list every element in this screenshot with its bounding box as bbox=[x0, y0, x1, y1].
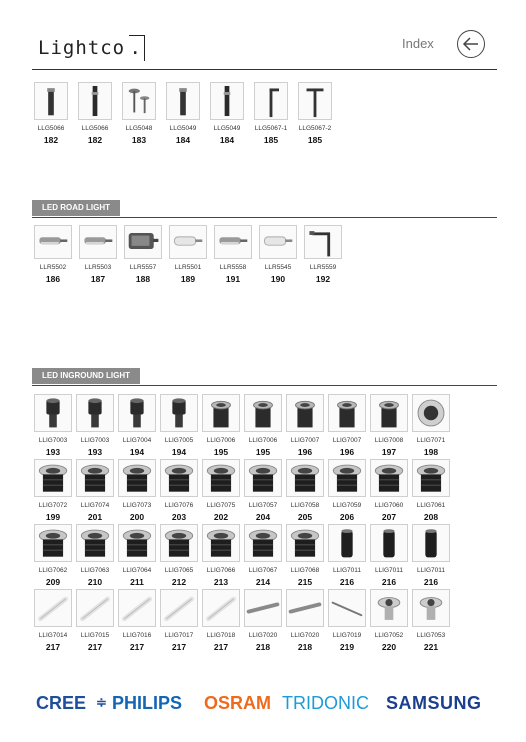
product-code: LLR5557 bbox=[129, 264, 157, 271]
product-thumbnail[interactable] bbox=[78, 82, 112, 120]
product-item[interactable] bbox=[78, 82, 112, 150]
product-page-number[interactable]: 184 bbox=[175, 135, 191, 145]
product-thumbnail[interactable] bbox=[202, 589, 240, 627]
product-page-number[interactable]: 209 bbox=[45, 577, 61, 587]
product-item[interactable] bbox=[202, 524, 240, 592]
product-image bbox=[35, 460, 71, 496]
product-image bbox=[119, 590, 155, 626]
product-thumbnail[interactable] bbox=[370, 524, 408, 562]
product-code: LLIG7016 bbox=[122, 632, 152, 639]
product-code: LLG5049 bbox=[169, 125, 197, 132]
product-item[interactable] bbox=[160, 394, 198, 462]
product-item[interactable] bbox=[244, 459, 282, 527]
product-thumbnail[interactable] bbox=[34, 524, 72, 562]
product-page-number[interactable]: 215 bbox=[297, 577, 313, 587]
product-page-number[interactable]: 206 bbox=[339, 512, 355, 522]
product-code: LLIG7006 bbox=[206, 437, 236, 444]
product-page-number[interactable]: 182 bbox=[87, 135, 103, 145]
product-item[interactable] bbox=[122, 82, 156, 150]
product-code: LLIG7071 bbox=[416, 437, 446, 444]
product-page-number[interactable]: 200 bbox=[129, 512, 145, 522]
product-item[interactable] bbox=[34, 82, 68, 150]
product-code: LLR5501 bbox=[174, 264, 202, 271]
product-image bbox=[413, 395, 449, 431]
product-image bbox=[119, 460, 155, 496]
product-page-number[interactable]: 217 bbox=[45, 642, 61, 652]
product-thumbnail[interactable] bbox=[328, 524, 366, 562]
product-thumbnail[interactable] bbox=[79, 225, 117, 259]
product-code: LLIG7066 bbox=[206, 567, 236, 574]
product-thumbnail[interactable] bbox=[160, 394, 198, 432]
product-code: LLIG7061 bbox=[416, 502, 446, 509]
product-image bbox=[413, 525, 449, 561]
product-code: LLIG7007 bbox=[290, 437, 320, 444]
product-image bbox=[260, 226, 296, 258]
product-page-number[interactable]: 219 bbox=[339, 642, 355, 652]
product-page-number[interactable]: 216 bbox=[423, 577, 439, 587]
product-code: LLIG7052 bbox=[374, 632, 404, 639]
product-page-number[interactable]: 191 bbox=[225, 274, 241, 284]
product-thumbnail[interactable] bbox=[160, 524, 198, 562]
logo-dot: . bbox=[129, 37, 141, 59]
product-thumbnail[interactable] bbox=[34, 589, 72, 627]
product-thumbnail[interactable] bbox=[286, 524, 324, 562]
product-image bbox=[119, 525, 155, 561]
product-item[interactable] bbox=[244, 589, 282, 657]
product-thumbnail[interactable] bbox=[244, 459, 282, 497]
product-item[interactable] bbox=[118, 524, 156, 592]
product-item[interactable] bbox=[370, 394, 408, 462]
product-thumbnail[interactable] bbox=[412, 459, 450, 497]
product-item[interactable] bbox=[166, 82, 200, 150]
product-code: LLIG7004 bbox=[122, 437, 152, 444]
product-thumbnail[interactable] bbox=[202, 394, 240, 432]
product-item[interactable] bbox=[160, 589, 198, 657]
product-thumbnail[interactable] bbox=[76, 394, 114, 432]
product-page-number[interactable]: 196 bbox=[339, 447, 355, 457]
product-image bbox=[329, 460, 365, 496]
product-image bbox=[167, 83, 199, 119]
product-item[interactable] bbox=[76, 524, 114, 592]
product-image bbox=[161, 590, 197, 626]
product-image bbox=[161, 525, 197, 561]
product-code: LLR5558 bbox=[219, 264, 247, 271]
product-page-number[interactable]: 211 bbox=[130, 577, 144, 587]
product-thumbnail[interactable] bbox=[202, 524, 240, 562]
brand-logo bbox=[38, 33, 141, 63]
header-divider bbox=[32, 69, 497, 70]
product-thumbnail[interactable] bbox=[118, 459, 156, 497]
product-page-number[interactable]: 185 bbox=[307, 135, 323, 145]
product-image bbox=[371, 395, 407, 431]
product-code: LLR5503 bbox=[84, 264, 112, 271]
product-thumbnail[interactable] bbox=[370, 459, 408, 497]
product-item[interactable] bbox=[214, 225, 252, 289]
product-page-number[interactable]: 194 bbox=[129, 447, 145, 457]
product-item[interactable] bbox=[244, 394, 282, 462]
product-page-number[interactable]: 201 bbox=[87, 512, 103, 522]
product-item[interactable] bbox=[328, 459, 366, 527]
product-thumbnail[interactable] bbox=[76, 524, 114, 562]
product-page-number[interactable]: 210 bbox=[87, 577, 103, 587]
product-thumbnail[interactable] bbox=[298, 82, 332, 120]
product-page-number[interactable]: 204 bbox=[255, 512, 271, 522]
product-code: LLIG7076 bbox=[164, 502, 194, 509]
product-image bbox=[255, 83, 287, 119]
product-thumbnail[interactable] bbox=[76, 589, 114, 627]
product-code: LLIG7007 bbox=[332, 437, 362, 444]
product-item[interactable] bbox=[202, 459, 240, 527]
product-page-number[interactable]: 195 bbox=[255, 447, 271, 457]
product-item[interactable] bbox=[34, 524, 72, 592]
product-code: LLIG7008 bbox=[374, 437, 404, 444]
product-code: LLIG7020 bbox=[290, 632, 320, 639]
product-page-number[interactable]: 212 bbox=[171, 577, 187, 587]
section-divider-road bbox=[32, 217, 497, 218]
product-item[interactable] bbox=[34, 394, 72, 462]
product-page-number[interactable]: 216 bbox=[339, 577, 355, 587]
product-item[interactable] bbox=[328, 524, 366, 592]
product-page-number[interactable]: 216 bbox=[381, 577, 397, 587]
product-thumbnail[interactable] bbox=[244, 394, 282, 432]
product-code: LLIG7011 bbox=[416, 567, 446, 574]
product-image bbox=[125, 226, 161, 258]
product-code: LLIG7072 bbox=[38, 502, 68, 509]
product-image bbox=[287, 460, 323, 496]
product-image bbox=[35, 395, 71, 431]
product-image bbox=[245, 525, 281, 561]
product-image bbox=[329, 590, 365, 626]
product-code: LLIG7068 bbox=[290, 567, 320, 574]
product-code: LLIG7064 bbox=[122, 567, 152, 574]
product-code: LLIG7011 bbox=[332, 567, 362, 574]
product-page-number[interactable]: 187 bbox=[90, 274, 106, 284]
product-page-number[interactable]: 189 bbox=[180, 274, 196, 284]
product-page-number[interactable]: 182 bbox=[43, 135, 59, 145]
product-image bbox=[203, 395, 239, 431]
product-image bbox=[287, 590, 323, 626]
product-page-number[interactable]: 193 bbox=[45, 447, 61, 457]
product-image bbox=[35, 590, 71, 626]
product-code: LLIG7020 bbox=[248, 632, 278, 639]
product-thumbnail[interactable] bbox=[160, 589, 198, 627]
product-image bbox=[119, 395, 155, 431]
product-image bbox=[245, 395, 281, 431]
index-label[interactable]: Index bbox=[402, 36, 434, 51]
brand-cree: CREE bbox=[36, 693, 87, 713]
product-thumbnail[interactable] bbox=[370, 394, 408, 432]
product-code: LLR5545 bbox=[264, 264, 292, 271]
cree-logo-mark: ≑ bbox=[96, 695, 107, 710]
brand-strip bbox=[36, 692, 494, 714]
product-item[interactable] bbox=[76, 589, 114, 657]
brand-osram: OSRAM bbox=[204, 693, 271, 713]
product-thumbnail[interactable] bbox=[244, 589, 282, 627]
product-thumbnail[interactable] bbox=[370, 589, 408, 627]
product-page-number[interactable]: 197 bbox=[381, 447, 397, 457]
product-thumbnail[interactable] bbox=[328, 394, 366, 432]
product-code: LLIG7006 bbox=[248, 437, 278, 444]
product-thumbnail[interactable] bbox=[76, 459, 114, 497]
product-thumbnail[interactable] bbox=[286, 459, 324, 497]
product-image bbox=[79, 83, 111, 119]
product-image bbox=[123, 83, 155, 119]
product-item[interactable] bbox=[169, 225, 207, 289]
product-page-number[interactable]: 188 bbox=[135, 274, 151, 284]
product-page-number[interactable]: 196 bbox=[297, 447, 313, 457]
product-thumbnail[interactable] bbox=[328, 589, 366, 627]
product-code: LLIG7065 bbox=[164, 567, 194, 574]
product-page-number[interactable]: 183 bbox=[131, 135, 147, 145]
product-page-number[interactable]: 207 bbox=[381, 512, 397, 522]
product-item[interactable] bbox=[304, 225, 342, 289]
product-page-number[interactable]: 217 bbox=[129, 642, 145, 652]
product-thumbnail[interactable] bbox=[286, 589, 324, 627]
arrow-left-icon bbox=[462, 35, 480, 53]
product-image bbox=[413, 590, 449, 626]
product-code: LLIG7063 bbox=[80, 567, 110, 574]
product-thumbnail[interactable] bbox=[124, 225, 162, 259]
product-item[interactable] bbox=[118, 459, 156, 527]
product-code: LLIG7062 bbox=[38, 567, 68, 574]
product-item[interactable] bbox=[34, 459, 72, 527]
product-page-number[interactable]: 214 bbox=[255, 577, 271, 587]
product-page-number[interactable]: 194 bbox=[171, 447, 187, 457]
product-image bbox=[77, 525, 113, 561]
product-code: LLIG7075 bbox=[206, 502, 236, 509]
product-code: LLG5066 bbox=[81, 125, 109, 132]
product-page-number[interactable]: 221 bbox=[423, 642, 439, 652]
product-thumbnail[interactable] bbox=[202, 459, 240, 497]
product-thumbnail[interactable] bbox=[160, 459, 198, 497]
product-image bbox=[77, 590, 113, 626]
product-page-number[interactable]: 208 bbox=[423, 512, 439, 522]
product-code: LLIG7060 bbox=[374, 502, 404, 509]
product-page-number[interactable]: 186 bbox=[45, 274, 61, 284]
product-page-number[interactable]: 213 bbox=[213, 577, 229, 587]
product-item[interactable] bbox=[79, 225, 117, 289]
product-thumbnail[interactable] bbox=[259, 225, 297, 259]
brand-philips: PHILIPS bbox=[112, 693, 183, 713]
product-item[interactable] bbox=[202, 589, 240, 657]
product-thumbnail[interactable] bbox=[122, 82, 156, 120]
product-page-number[interactable]: 184 bbox=[219, 135, 235, 145]
product-page-number[interactable]: 185 bbox=[263, 135, 279, 145]
product-image bbox=[161, 460, 197, 496]
product-image bbox=[305, 226, 341, 258]
product-item[interactable] bbox=[328, 589, 366, 657]
product-item[interactable] bbox=[328, 394, 366, 462]
product-code: LLG5048 bbox=[125, 125, 153, 132]
product-thumbnail[interactable] bbox=[118, 394, 156, 432]
product-code: LLIG7067 bbox=[248, 567, 278, 574]
product-code: LLIG7011 bbox=[374, 567, 404, 574]
product-image bbox=[329, 525, 365, 561]
product-page-number[interactable]: 195 bbox=[213, 447, 229, 457]
product-code: LLG5067-1 bbox=[254, 125, 288, 132]
product-code: LLIG7058 bbox=[290, 502, 320, 509]
product-page-number[interactable]: 192 bbox=[315, 274, 331, 284]
product-image bbox=[77, 395, 113, 431]
product-item[interactable] bbox=[118, 394, 156, 462]
product-code: LLR5502 bbox=[39, 264, 67, 271]
product-image bbox=[77, 460, 113, 496]
product-image bbox=[203, 590, 239, 626]
product-image bbox=[245, 460, 281, 496]
product-page-number[interactable]: 193 bbox=[87, 447, 103, 457]
product-thumbnail[interactable] bbox=[244, 524, 282, 562]
product-item[interactable] bbox=[34, 589, 72, 657]
product-item[interactable] bbox=[412, 459, 450, 527]
product-code: LLIG7073 bbox=[122, 502, 152, 509]
section-divider-inground bbox=[32, 385, 497, 386]
product-item[interactable] bbox=[370, 524, 408, 592]
product-code: LLIG7019 bbox=[332, 632, 362, 639]
product-code: LLR5559 bbox=[309, 264, 337, 271]
product-code: LLIG7074 bbox=[80, 502, 110, 509]
product-item[interactable] bbox=[118, 589, 156, 657]
product-item[interactable] bbox=[244, 524, 282, 592]
product-image bbox=[287, 525, 323, 561]
product-page-number[interactable]: 220 bbox=[381, 642, 397, 652]
product-thumbnail[interactable] bbox=[34, 82, 68, 120]
product-image bbox=[215, 226, 251, 258]
product-item[interactable] bbox=[286, 589, 324, 657]
section-tag-road: LED ROAD LIGHT bbox=[32, 200, 120, 216]
product-thumbnail[interactable] bbox=[304, 225, 342, 259]
product-item[interactable] bbox=[286, 524, 324, 592]
product-image bbox=[170, 226, 206, 258]
product-page-number[interactable]: 218 bbox=[297, 642, 313, 652]
product-image bbox=[287, 395, 323, 431]
product-item[interactable] bbox=[298, 82, 332, 150]
product-thumbnail[interactable] bbox=[166, 82, 200, 120]
product-item[interactable] bbox=[160, 524, 198, 592]
product-page-number[interactable]: 198 bbox=[423, 447, 439, 457]
product-item[interactable] bbox=[160, 459, 198, 527]
product-thumbnail[interactable] bbox=[412, 589, 450, 627]
product-thumbnail[interactable] bbox=[328, 459, 366, 497]
brand-tridonic: TRIDONIC bbox=[282, 693, 369, 713]
product-item[interactable] bbox=[76, 394, 114, 462]
product-item[interactable] bbox=[259, 225, 297, 289]
product-item[interactable] bbox=[124, 225, 162, 289]
product-item[interactable] bbox=[370, 589, 408, 657]
product-code: LLIG7053 bbox=[416, 632, 446, 639]
product-page-number[interactable]: 217 bbox=[171, 642, 187, 652]
product-page-number[interactable]: 203 bbox=[171, 512, 187, 522]
product-code: LLIG7014 bbox=[38, 632, 68, 639]
product-code: LLIG7017 bbox=[164, 632, 194, 639]
product-image bbox=[35, 525, 71, 561]
brand-samsung: SAMSUNG bbox=[386, 693, 482, 713]
product-code: LLIG7059 bbox=[332, 502, 362, 509]
product-code: LLIG7018 bbox=[206, 632, 236, 639]
product-thumbnail[interactable] bbox=[254, 82, 288, 120]
product-page-number[interactable]: 205 bbox=[297, 512, 313, 522]
product-item[interactable] bbox=[412, 394, 450, 462]
product-page-number[interactable]: 202 bbox=[213, 512, 229, 522]
product-code: LLG5067-2 bbox=[298, 125, 332, 132]
product-code: LLIG7003 bbox=[80, 437, 110, 444]
product-image bbox=[413, 460, 449, 496]
product-image bbox=[161, 395, 197, 431]
product-item[interactable] bbox=[210, 82, 244, 150]
product-code: LLIG7005 bbox=[164, 437, 194, 444]
product-image bbox=[299, 83, 331, 119]
product-thumbnail[interactable] bbox=[118, 524, 156, 562]
product-page-number[interactable]: 218 bbox=[255, 642, 271, 652]
product-item[interactable] bbox=[412, 589, 450, 657]
product-code: LLG5066 bbox=[37, 125, 65, 132]
section-tag-inground: LED INGROUND LIGHT bbox=[32, 368, 140, 384]
product-code: LLIG7057 bbox=[248, 502, 278, 509]
product-thumbnail[interactable] bbox=[412, 394, 450, 432]
product-page-number[interactable]: 217 bbox=[87, 642, 103, 652]
product-thumbnail[interactable] bbox=[34, 225, 72, 259]
product-page-number[interactable]: 217 bbox=[213, 642, 229, 652]
product-image bbox=[35, 83, 67, 119]
product-thumbnail[interactable] bbox=[214, 225, 252, 259]
product-thumbnail[interactable] bbox=[286, 394, 324, 432]
product-item[interactable] bbox=[202, 394, 240, 462]
product-code: LLIG7015 bbox=[80, 632, 110, 639]
product-image bbox=[371, 590, 407, 626]
product-item[interactable] bbox=[76, 459, 114, 527]
product-code: LLIG7003 bbox=[38, 437, 68, 444]
product-thumbnail[interactable] bbox=[34, 394, 72, 432]
product-page-number[interactable]: 199 bbox=[45, 512, 61, 522]
product-thumbnail[interactable] bbox=[412, 524, 450, 562]
product-thumbnail[interactable] bbox=[118, 589, 156, 627]
product-image bbox=[35, 226, 71, 258]
product-image bbox=[371, 525, 407, 561]
product-item[interactable] bbox=[412, 524, 450, 592]
product-image bbox=[80, 226, 116, 258]
product-image bbox=[371, 460, 407, 496]
product-item[interactable] bbox=[286, 394, 324, 462]
product-image bbox=[245, 590, 281, 626]
product-thumbnail[interactable] bbox=[34, 459, 72, 497]
product-item[interactable] bbox=[254, 82, 288, 150]
back-button[interactable] bbox=[457, 30, 485, 58]
product-thumbnail[interactable] bbox=[210, 82, 244, 120]
logo-frame bbox=[129, 35, 145, 61]
product-item[interactable] bbox=[370, 459, 408, 527]
product-item[interactable] bbox=[34, 225, 72, 289]
logo-text: Lightco bbox=[38, 37, 126, 59]
product-image bbox=[203, 460, 239, 496]
product-image bbox=[203, 525, 239, 561]
product-page-number[interactable]: 190 bbox=[270, 274, 286, 284]
product-thumbnail[interactable] bbox=[169, 225, 207, 259]
product-image bbox=[329, 395, 365, 431]
product-code: LLG5049 bbox=[213, 125, 241, 132]
product-item[interactable] bbox=[286, 459, 324, 527]
product-image bbox=[211, 83, 243, 119]
